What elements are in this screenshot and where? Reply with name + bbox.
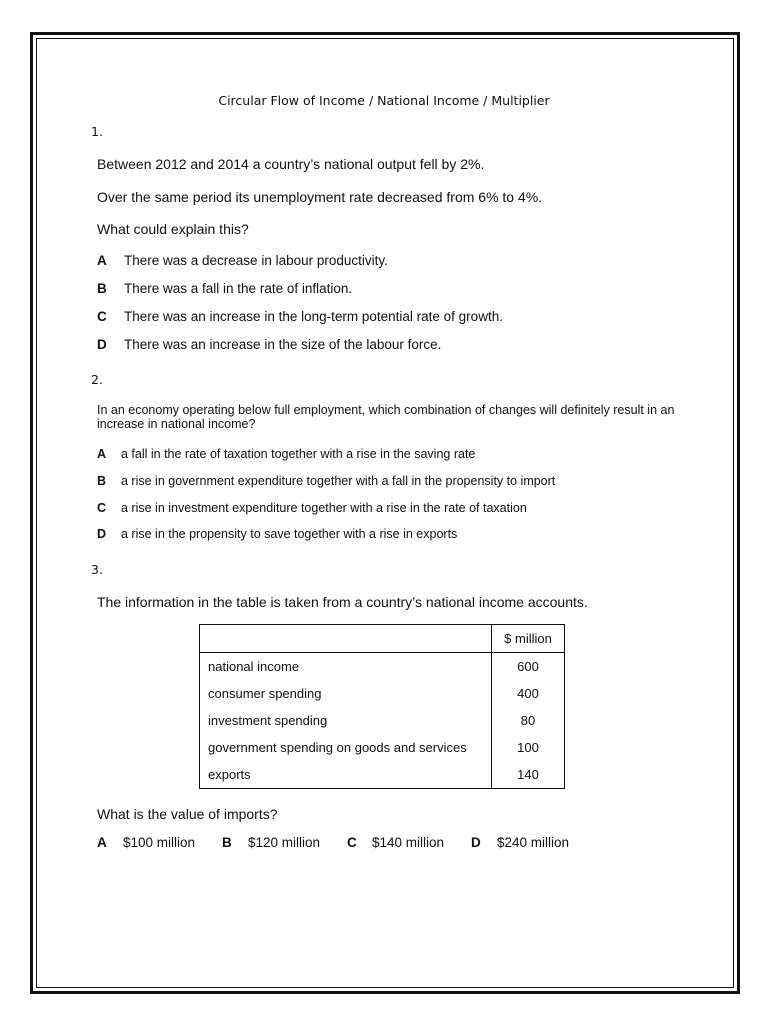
question-2-option-d-letter: D [97,527,107,541]
question-3-option-c-letter: C [347,835,357,850]
question-2-option-b-letter: B [97,474,107,488]
table-header-row [200,625,565,653]
table-row-label: national income [208,659,300,674]
question-2-option-d-text: a rise in the propensity to save together with a rise in exports [121,527,458,541]
table-row-value: 600 [492,653,565,681]
table-row [200,761,565,789]
question-1-option-b-letter: B [97,281,107,296]
question-1-option-d-letter: D [97,337,107,352]
question-3-option-b-text: $120 million [248,835,321,850]
question-1-option-a-text: There was a decrease in labour productivity. [124,253,388,268]
national-income-accounts-table [199,624,565,789]
question-1-option-a-letter: A [97,253,107,268]
table-row-value: 400 [492,680,565,707]
table-row [200,734,565,761]
question-3-option-c-text: $140 million [372,835,445,850]
question-1-option-c-letter: C [97,309,107,324]
table-row-value: 80 [492,707,565,734]
question-3-option-d-letter: D [471,835,481,850]
question-2-option-c-text: a rise in investment expenditure together with a rise in the rate of taxation [121,501,527,515]
table-header-label [200,625,492,653]
question-1-prompt: What could explain this? [97,221,249,237]
page-title: Circular Flow of Income / National Income / Multiplier [218,93,550,108]
question-3-prompt: What is the value of imports? [97,806,278,822]
question-3-stem: The information in the table is taken from a country’s national income accounts. [97,594,588,610]
table-row-label: consumer spending [208,686,322,701]
table-header-unit: $ million [492,625,565,653]
table-row-value: 140 [492,761,565,789]
question-3-option-b-letter: B [222,835,232,850]
table-row-label: government spending on goods and services [208,740,467,755]
table-row-value: 100 [492,734,565,761]
table-row-label: exports [208,767,251,782]
question-2-option-b-text: a rise in government expenditure together with a fall in the propensity to import [121,474,556,488]
question-1-option-d-text: There was an increase in the size of the labour force. [124,337,442,352]
question-3-option-a-text: $100 million [123,835,196,850]
question-1-stem-line-1: Between 2012 and 2014 a country’s national output fell by 2%. [97,156,485,172]
table-row [200,653,565,681]
question-1-stem-line-2: Over the same period its unemployment rate decreased from 6% to 4%. [97,189,543,205]
question-2-option-c-letter: C [97,501,107,515]
question-2-number: 2. [91,372,103,387]
question-3-option-a-letter: A [97,835,107,850]
question-1-option-c-text: There was an increase in the long-term potential rate of growth. [124,309,503,324]
table-row-label: investment spending [208,713,328,728]
question-1-option-b-text: There was a fall in the rate of inflation. [124,281,353,296]
table-row [200,680,565,707]
question-3-number: 3. [91,562,103,577]
question-3-option-d-text: $240 million [497,835,570,850]
question-2-option-a-letter: A [97,447,107,461]
question-2-option-a-text: a fall in the rate of taxation together with a rise in the saving rate [121,447,476,461]
table-row [200,707,565,734]
question-1-number: 1. [91,124,103,139]
question-2-stem: In an economy operating below full employment, which combination of changes will definitely result in an increase in national income? [97,403,675,431]
